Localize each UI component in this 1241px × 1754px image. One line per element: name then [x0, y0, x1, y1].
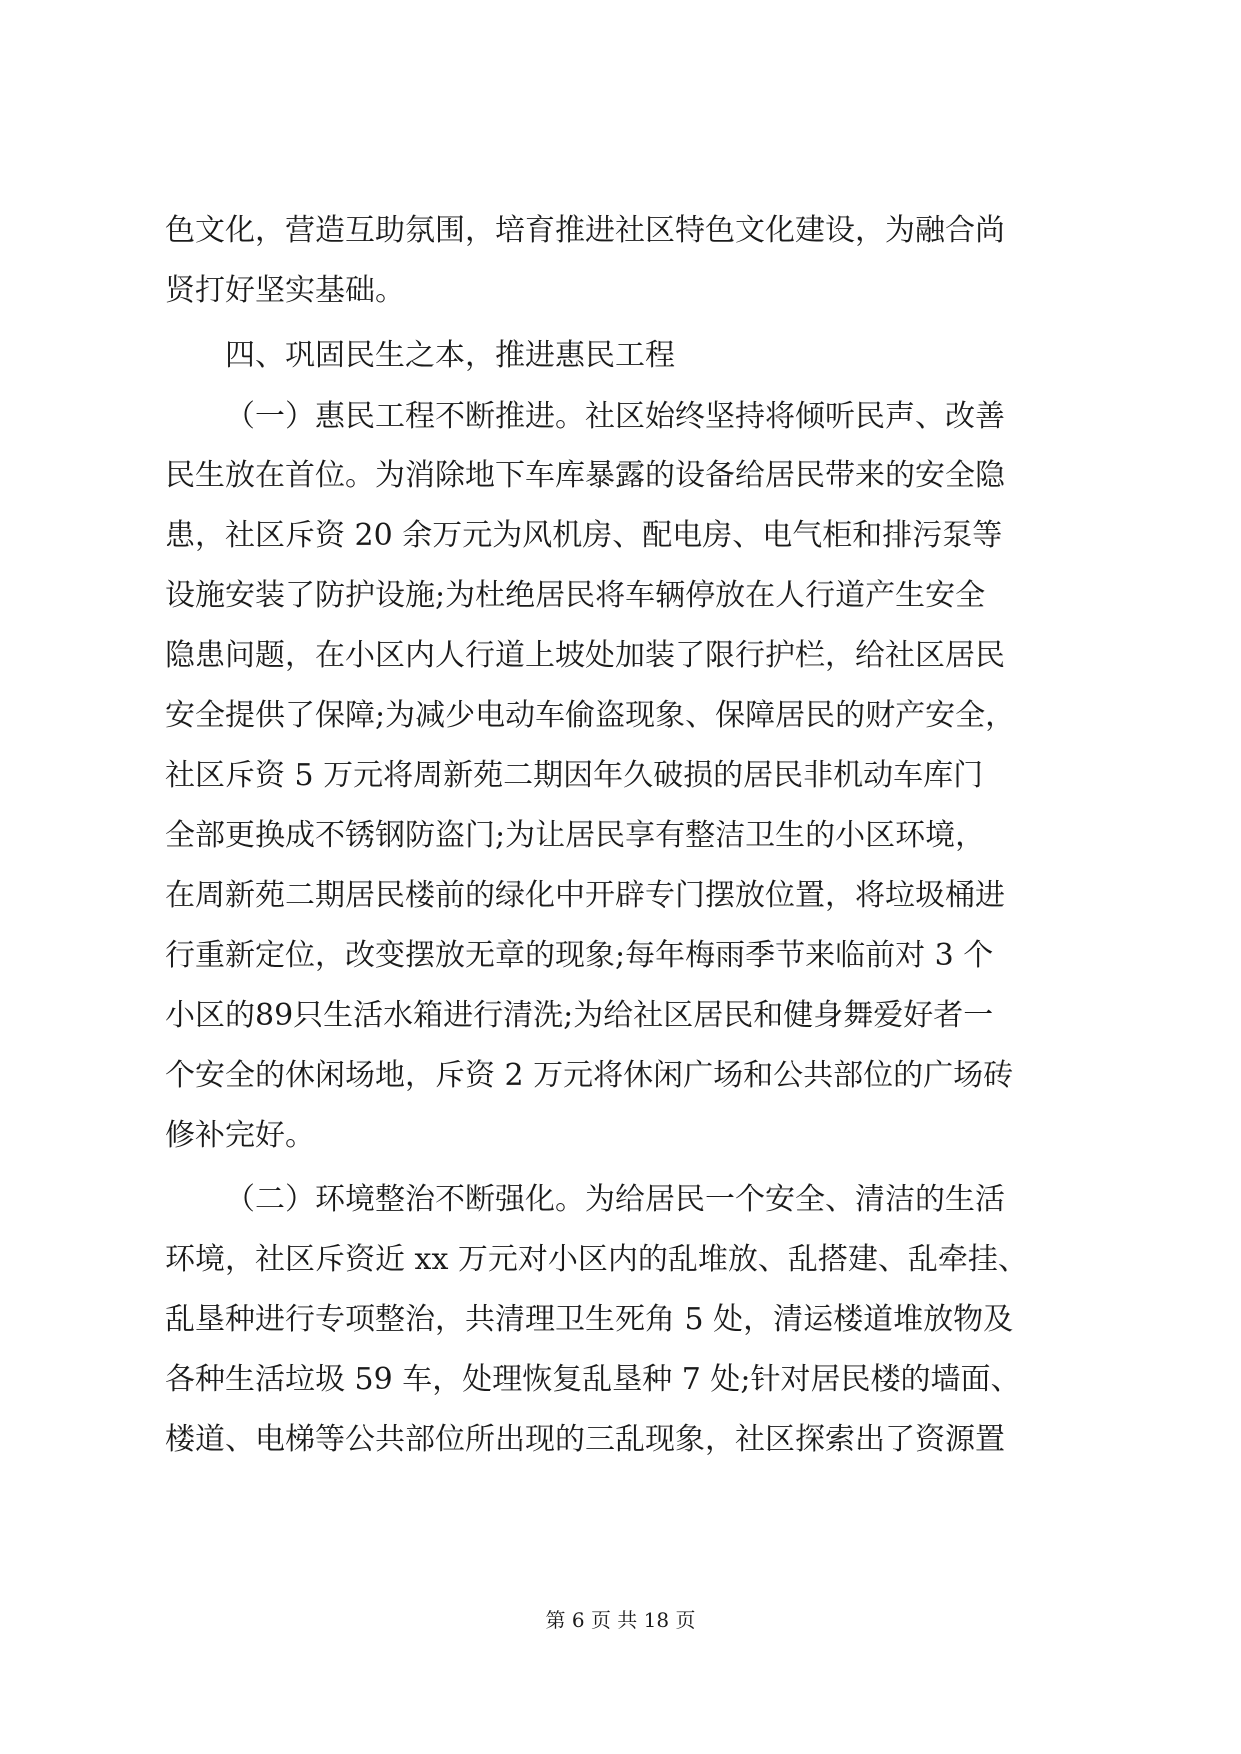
text-line: 社区斥资 5 万元将周新苑二期因年久破损的居民非机动车库门: [165, 758, 984, 793]
text-line: 小区的89只生活水箱进行清洗;为给社区居民和健身舞爱好者一: [165, 998, 994, 1033]
text-line: 环境，社区斥资近 xx 万元对小区内的乱堆放、乱搭建、乱牵挂、: [165, 1242, 1028, 1277]
text-line: 安全提供了保障;为减少电动车偷盗现象、保障居民的财产安全，: [165, 698, 1016, 733]
text-line: （一）惠民工程不断推进。社区始终坚持将倾听民声、改善: [225, 399, 1005, 434]
text-line: 全部更换成不锈钢防盗门;为让居民享有整洁卫生的小区环境，: [165, 818, 986, 853]
text-line: 个安全的休闲场地，斥资 2 万元将休闲广场和公共部位的广场砖: [165, 1058, 1014, 1093]
text-line: 民生放在首位。为消除地下车库暴露的设备给居民带来的安全隐: [165, 458, 1005, 493]
text-line: 行重新定位，改变摆放无章的现象;每年梅雨季节来临前对 3 个: [165, 938, 994, 973]
text-line: 各种生活垃圾 59 车，处理恢复乱垦种 7 处;针对居民楼的墙面、: [165, 1362, 1021, 1397]
text-line: 患，社区斥资 20 余万元为风机房、配电房、电气柜和排污泵等: [165, 518, 1003, 553]
text-line: 修补完好。: [165, 1118, 315, 1153]
text-line: 设施安装了防护设施;为杜绝居民将车辆停放在人行道产生安全: [165, 578, 986, 613]
text-line: 在周新苑二期居民楼前的绿化中开辟专门摆放位置，将垃圾桶进: [165, 878, 1005, 913]
section-heading: 四、巩固民生之本，推进惠民工程: [225, 338, 675, 373]
text-line: 贤打好坚实基础。: [165, 273, 405, 308]
text-line: 楼道、电梯等公共部位所出现的三乱现象，社区探索出了资源置: [165, 1422, 1005, 1457]
text-line: 乱垦种进行专项整治，共清理卫生死角 5 处，清运楼道堆放物及: [165, 1302, 1014, 1337]
text-line: 隐患问题，在小区内人行道上坡处加装了限行护栏，给社区居民: [165, 638, 1005, 673]
page-number-footer: 第 6 页 共 18 页: [545, 1608, 696, 1632]
text-line: 色文化，营造互助氛围，培育推进社区特色文化建设，为融合尚: [165, 213, 1005, 248]
text-line: （二）环境整治不断强化。为给居民一个安全、清洁的生活: [225, 1182, 1005, 1217]
